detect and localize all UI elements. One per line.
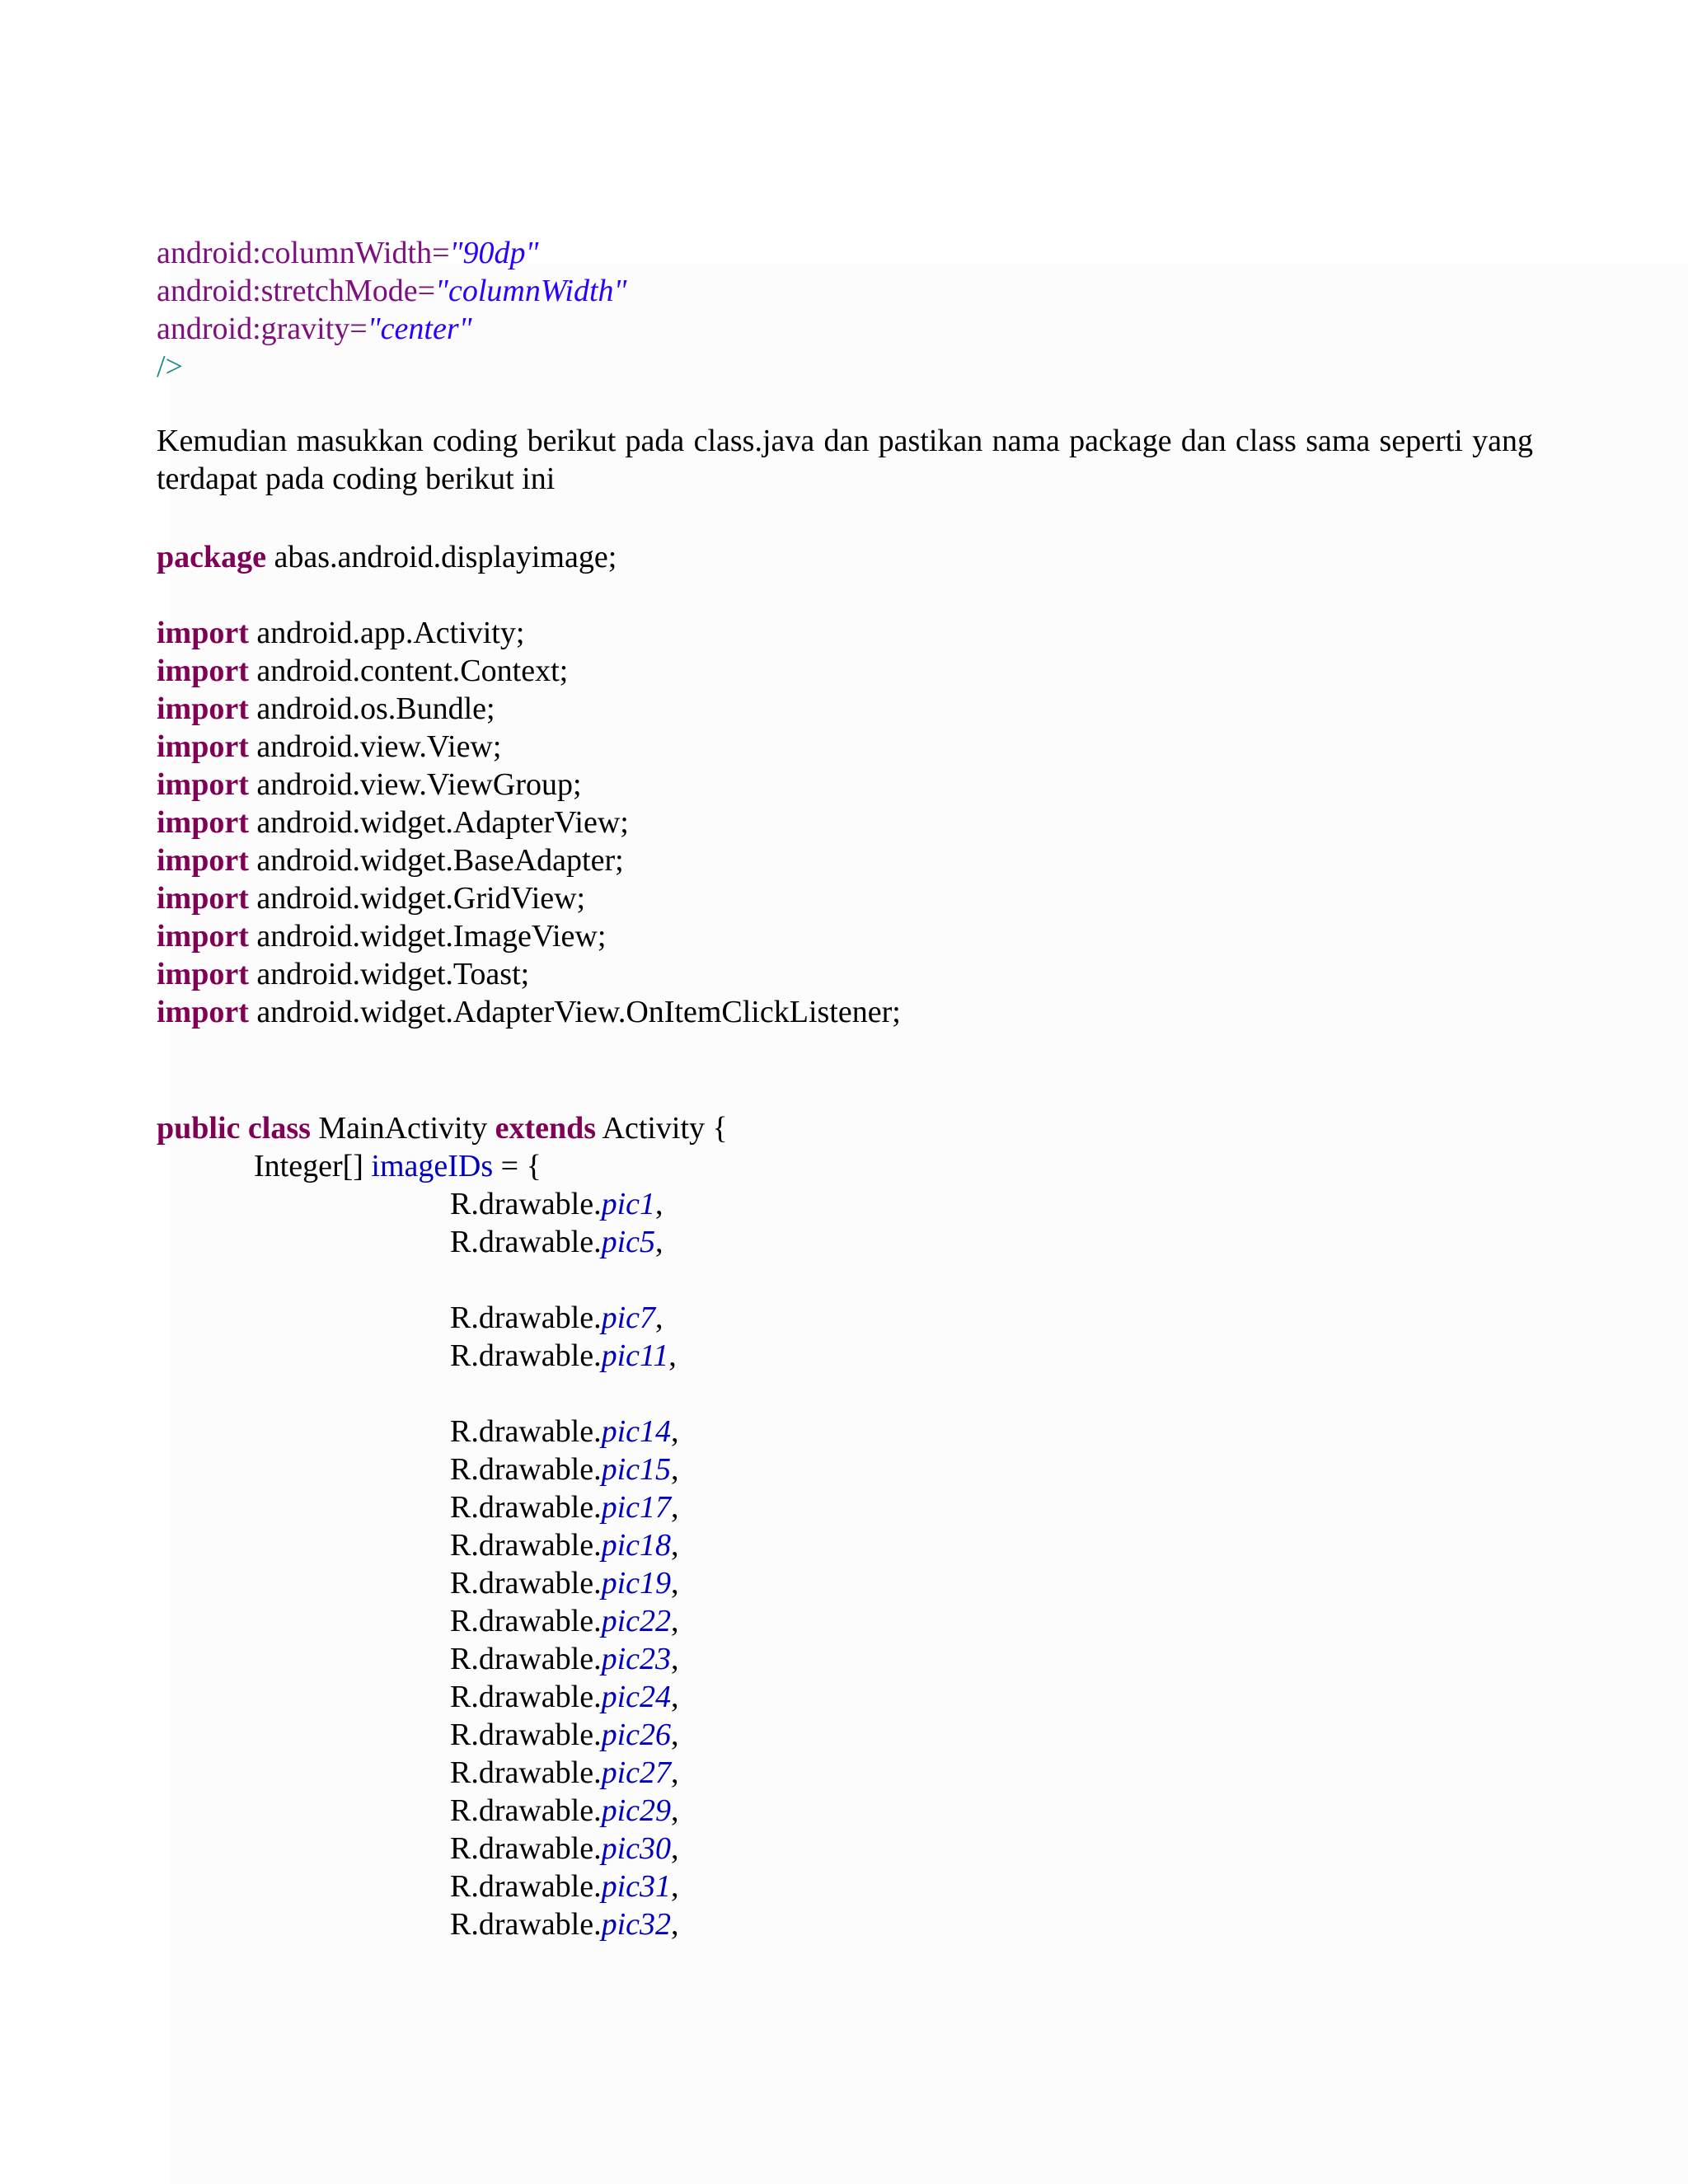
drawable-entry [450,1337,677,1375]
drawable-entry [450,1754,679,1792]
drawable-comma: , [655,1187,663,1221]
import-name: android.widget.BaseAdapter; [248,843,624,878]
drawable-entry [450,1185,663,1223]
drawable-id: pic11 [601,1338,669,1373]
import-name: android.widget.AdapterView.OnItemClickListener; [248,995,901,1029]
drawable-comma: , [671,1604,679,1638]
import-keyword: import [157,691,249,726]
field-declaration [254,1147,542,1185]
xml-attribute-line [157,272,626,310]
import-line [157,804,629,841]
import-name: android.widget.ImageView; [248,919,607,954]
field-assignment: = { [493,1149,542,1183]
drawable-id: pic32 [601,1907,672,1942]
drawable-comma: , [671,1869,679,1904]
import-name: android.os.Bundle; [248,691,495,726]
field-type: Integer[] [254,1149,372,1183]
drawable-prefix: R.drawable. [450,1528,602,1563]
drawable-prefix: R.drawable. [450,1907,602,1942]
class-keyword: class [247,1111,311,1146]
drawable-entry [450,1299,663,1337]
drawable-id: pic22 [601,1604,672,1638]
import-line [157,614,524,652]
drawable-prefix: R.drawable. [450,1718,602,1752]
drawable-id: pic5 [601,1225,656,1259]
drawable-entry [450,1640,679,1678]
drawable-id: pic17 [601,1490,672,1525]
drawable-comma: , [671,1718,679,1752]
import-line [157,652,568,690]
import-name: android.view.ViewGroup; [248,767,582,802]
package-name: abas.android.displayimage; [266,540,617,574]
import-keyword: import [157,995,249,1029]
drawable-entry [450,1792,679,1830]
field-name: imageIDs [371,1149,494,1183]
drawable-comma: , [668,1338,677,1373]
drawable-entry [450,1716,679,1754]
drawable-id: pic19 [601,1566,672,1601]
import-line [157,841,624,879]
drawable-id: pic26 [601,1718,672,1752]
import-keyword: import [157,919,249,954]
drawable-entry [450,1602,679,1640]
extends-keyword: extends [495,1111,597,1146]
drawable-entry [450,1564,679,1602]
xml-attribute-line [157,310,472,348]
import-keyword: import [157,805,249,840]
class-declaration [157,1109,728,1147]
xml-attribute-name: android:stretchMode [157,274,418,308]
drawable-prefix: R.drawable. [450,1566,602,1601]
drawable-id: pic14 [601,1414,672,1449]
xml-attribute-value: "columnWidth" [435,274,627,308]
drawable-id: pic7 [601,1301,656,1335]
drawable-prefix: R.drawable. [450,1642,602,1676]
import-name: android.widget.GridView; [248,881,586,916]
drawable-entry [450,1868,679,1905]
xml-close-tag: /> [157,349,183,384]
xml-attribute-name: android:gravity [157,312,350,346]
drawable-id: pic15 [601,1452,672,1487]
drawable-prefix: R.drawable. [450,1755,602,1790]
import-line [157,728,501,766]
import-line [157,879,585,917]
drawable-entry [450,1488,679,1526]
import-keyword: import [157,767,249,802]
drawable-comma: , [671,1680,679,1714]
drawable-comma: , [655,1301,663,1335]
package-keyword: package [157,540,266,574]
drawable-id: pic1 [601,1187,656,1221]
drawable-prefix: R.drawable. [450,1225,602,1259]
parent-class: Activity { [596,1111,728,1146]
import-name: android.view.View; [248,729,502,764]
import-keyword: import [157,654,249,688]
drawable-id: pic31 [601,1869,672,1904]
import-name: android.app.Activity; [248,616,525,650]
import-keyword: import [157,616,249,650]
import-keyword: import [157,843,249,878]
drawable-entry [450,1830,679,1868]
import-name: android.content.Context; [248,654,569,688]
import-line [157,955,529,993]
drawable-comma: , [671,1642,679,1676]
drawable-comma: , [655,1225,663,1259]
drawable-prefix: R.drawable. [450,1604,602,1638]
xml-attribute-name: android:columnWidth [157,236,433,270]
drawable-prefix: R.drawable. [450,1301,602,1335]
import-line [157,917,606,955]
drawable-prefix: R.drawable. [450,1869,602,1904]
import-keyword: import [157,729,249,764]
drawable-comma: , [671,1793,679,1828]
drawable-prefix: R.drawable. [450,1338,602,1373]
xml-equals: = [417,274,436,308]
drawable-id: pic30 [601,1831,672,1866]
document-page [157,0,1558,2184]
xml-attribute-line [157,234,538,272]
drawable-prefix: R.drawable. [450,1831,602,1866]
drawable-comma: , [671,1490,679,1525]
drawable-prefix: R.drawable. [450,1452,602,1487]
xml-equals: = [432,236,450,270]
drawable-prefix: R.drawable. [450,1414,602,1449]
instruction-paragraph: Kemudian masukkan coding berikut pada class.java dan pastikan nama package dan class sama seperti yang terdapat pada coding berikut ini [157,424,1533,496]
import-keyword: import [157,957,249,991]
import-line [157,993,901,1031]
drawable-id: pic29 [601,1793,672,1828]
drawable-prefix: R.drawable. [450,1490,602,1525]
drawable-comma: , [671,1566,679,1601]
drawable-entry [450,1451,679,1488]
public-keyword: public [157,1111,241,1146]
drawable-entry [450,1223,663,1261]
drawable-prefix: R.drawable. [450,1793,602,1828]
drawable-comma: , [671,1907,679,1942]
drawable-id: pic24 [601,1680,672,1714]
drawable-comma: , [671,1414,679,1449]
package-line [157,538,617,576]
class-name: MainActivity [310,1111,495,1146]
drawable-entry [450,1905,679,1943]
drawable-prefix: R.drawable. [450,1680,602,1714]
drawable-comma: , [671,1528,679,1563]
drawable-comma: , [671,1452,679,1487]
xml-equals: = [349,312,368,346]
drawable-entry [450,1526,679,1564]
import-line [157,766,582,804]
xml-attribute-value: "center" [367,312,472,346]
drawable-entry [450,1413,679,1451]
drawable-id: pic23 [601,1642,672,1676]
import-keyword: import [157,881,249,916]
drawable-comma: , [671,1755,679,1790]
xml-attribute-value: "90dp" [449,236,539,270]
drawable-id: pic27 [601,1755,672,1790]
import-name: android.widget.AdapterView; [248,805,629,840]
drawable-prefix: R.drawable. [450,1187,602,1221]
drawable-comma: , [671,1831,679,1866]
import-line [157,690,495,728]
drawable-id: pic18 [601,1528,672,1563]
drawable-entry [450,1678,679,1716]
import-name: android.widget.Toast; [248,957,530,991]
